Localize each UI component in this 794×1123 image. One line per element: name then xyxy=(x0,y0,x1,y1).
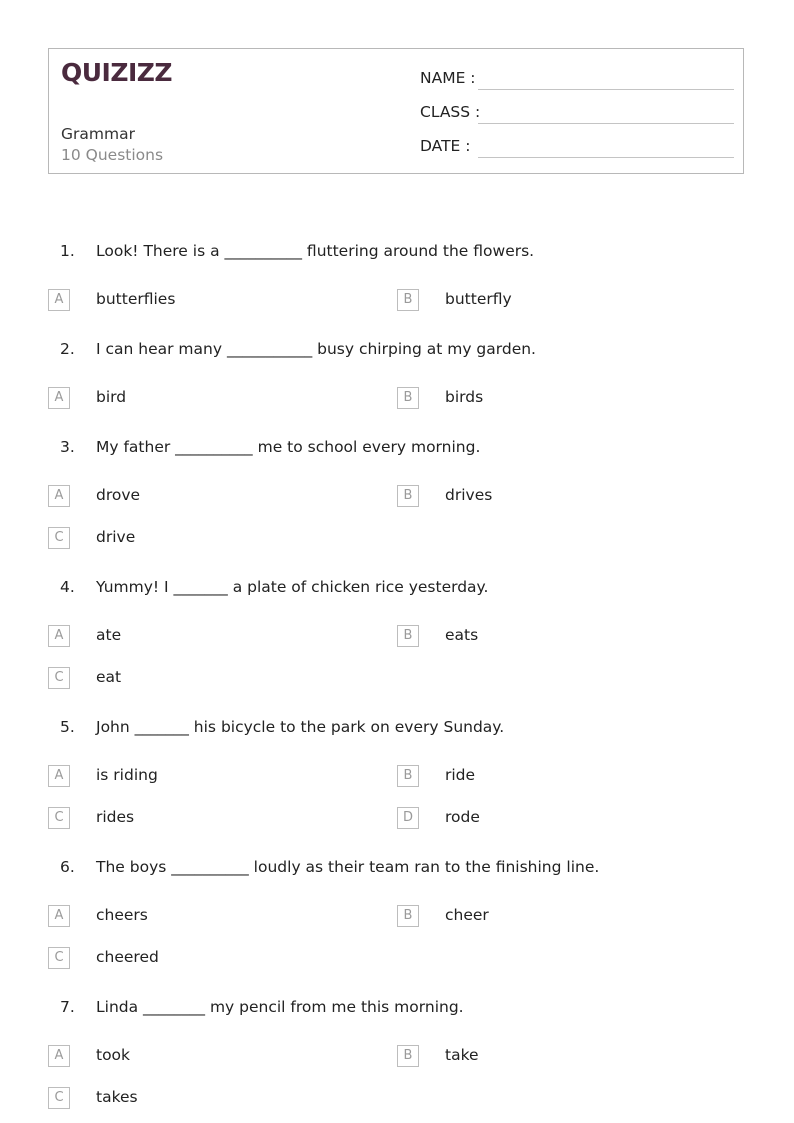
option-letter-box[interactable]: C xyxy=(48,667,70,689)
class-label: CLASS : xyxy=(420,103,481,121)
option-letter-box[interactable]: A xyxy=(48,625,70,647)
option-letter-box[interactable]: A xyxy=(48,387,70,409)
option-text: drive xyxy=(96,528,136,546)
option-letter-box[interactable]: B xyxy=(397,387,419,409)
class-line[interactable] xyxy=(478,123,734,124)
question-text: Yummy! I _______ a plate of chicken rice yesterday. xyxy=(96,578,489,596)
option-letter-box[interactable]: B xyxy=(397,625,419,647)
date-field[interactable] xyxy=(420,137,734,161)
worksheet-header xyxy=(48,48,744,174)
option-text: is riding xyxy=(96,766,158,784)
option-text: took xyxy=(96,1046,131,1064)
option-text: takes xyxy=(96,1088,138,1106)
option-letter-box[interactable]: B xyxy=(397,765,419,787)
option-text: cheers xyxy=(96,906,148,924)
question-number: 4. xyxy=(60,578,75,596)
date-label: DATE : xyxy=(420,137,471,155)
option-letter-box[interactable]: B xyxy=(397,289,419,311)
question-text: I can hear many ___________ busy chirping at my garden. xyxy=(96,340,536,358)
question-number: 6. xyxy=(60,858,75,876)
class-field[interactable] xyxy=(420,103,734,127)
option-letter-box[interactable]: C xyxy=(48,1087,70,1109)
option-letter-box[interactable]: B xyxy=(397,905,419,927)
option-letter-box[interactable]: D xyxy=(397,807,419,829)
question-number: 7. xyxy=(60,998,75,1016)
option-text: cheer xyxy=(445,906,489,924)
question-number: 5. xyxy=(60,718,75,736)
option-text: cheered xyxy=(96,948,159,966)
option-text: eats xyxy=(445,626,479,644)
name-field[interactable] xyxy=(420,69,734,93)
quizizz-logo: QUIZIZZ xyxy=(61,58,173,87)
option-text: drove xyxy=(96,486,141,504)
question-number: 3. xyxy=(60,438,75,456)
option-text: ride xyxy=(445,766,476,784)
option-letter-box[interactable]: C xyxy=(48,527,70,549)
question-text: The boys __________ loudly as their team ran to the finishing line. xyxy=(96,858,600,876)
option-letter-box[interactable]: C xyxy=(48,807,70,829)
name-label: NAME : xyxy=(420,69,476,87)
option-letter-box[interactable]: C xyxy=(48,947,70,969)
option-letter-box[interactable]: B xyxy=(397,485,419,507)
quiz-title: Grammar xyxy=(61,125,135,143)
option-text: drives xyxy=(445,486,493,504)
option-text: rode xyxy=(445,808,480,826)
option-text: ate xyxy=(96,626,122,644)
option-text: butterflies xyxy=(96,290,176,308)
question-text: John _______ his bicycle to the park on every Sunday. xyxy=(96,718,505,736)
option-text: take xyxy=(445,1046,479,1064)
option-letter-box[interactable]: A xyxy=(48,765,70,787)
question-text: Linda ________ my pencil from me this morning. xyxy=(96,998,464,1016)
option-letter-box[interactable]: A xyxy=(48,289,70,311)
option-text: birds xyxy=(445,388,484,406)
option-text: rides xyxy=(96,808,135,826)
question-text: Look! There is a __________ fluttering around the flowers. xyxy=(96,242,535,260)
date-line[interactable] xyxy=(478,157,734,158)
name-line[interactable] xyxy=(478,89,734,90)
question-number: 2. xyxy=(60,340,75,358)
question-text: My father __________ me to school every morning. xyxy=(96,438,481,456)
option-letter-box[interactable]: A xyxy=(48,485,70,507)
question-count: 10 Questions xyxy=(61,146,164,164)
option-letter-box[interactable]: B xyxy=(397,1045,419,1067)
option-letter-box[interactable]: A xyxy=(48,905,70,927)
option-letter-box[interactable]: A xyxy=(48,1045,70,1067)
option-text: eat xyxy=(96,668,122,686)
option-text: bird xyxy=(96,388,127,406)
question-number: 1. xyxy=(60,242,75,260)
option-text: butterfly xyxy=(445,290,512,308)
